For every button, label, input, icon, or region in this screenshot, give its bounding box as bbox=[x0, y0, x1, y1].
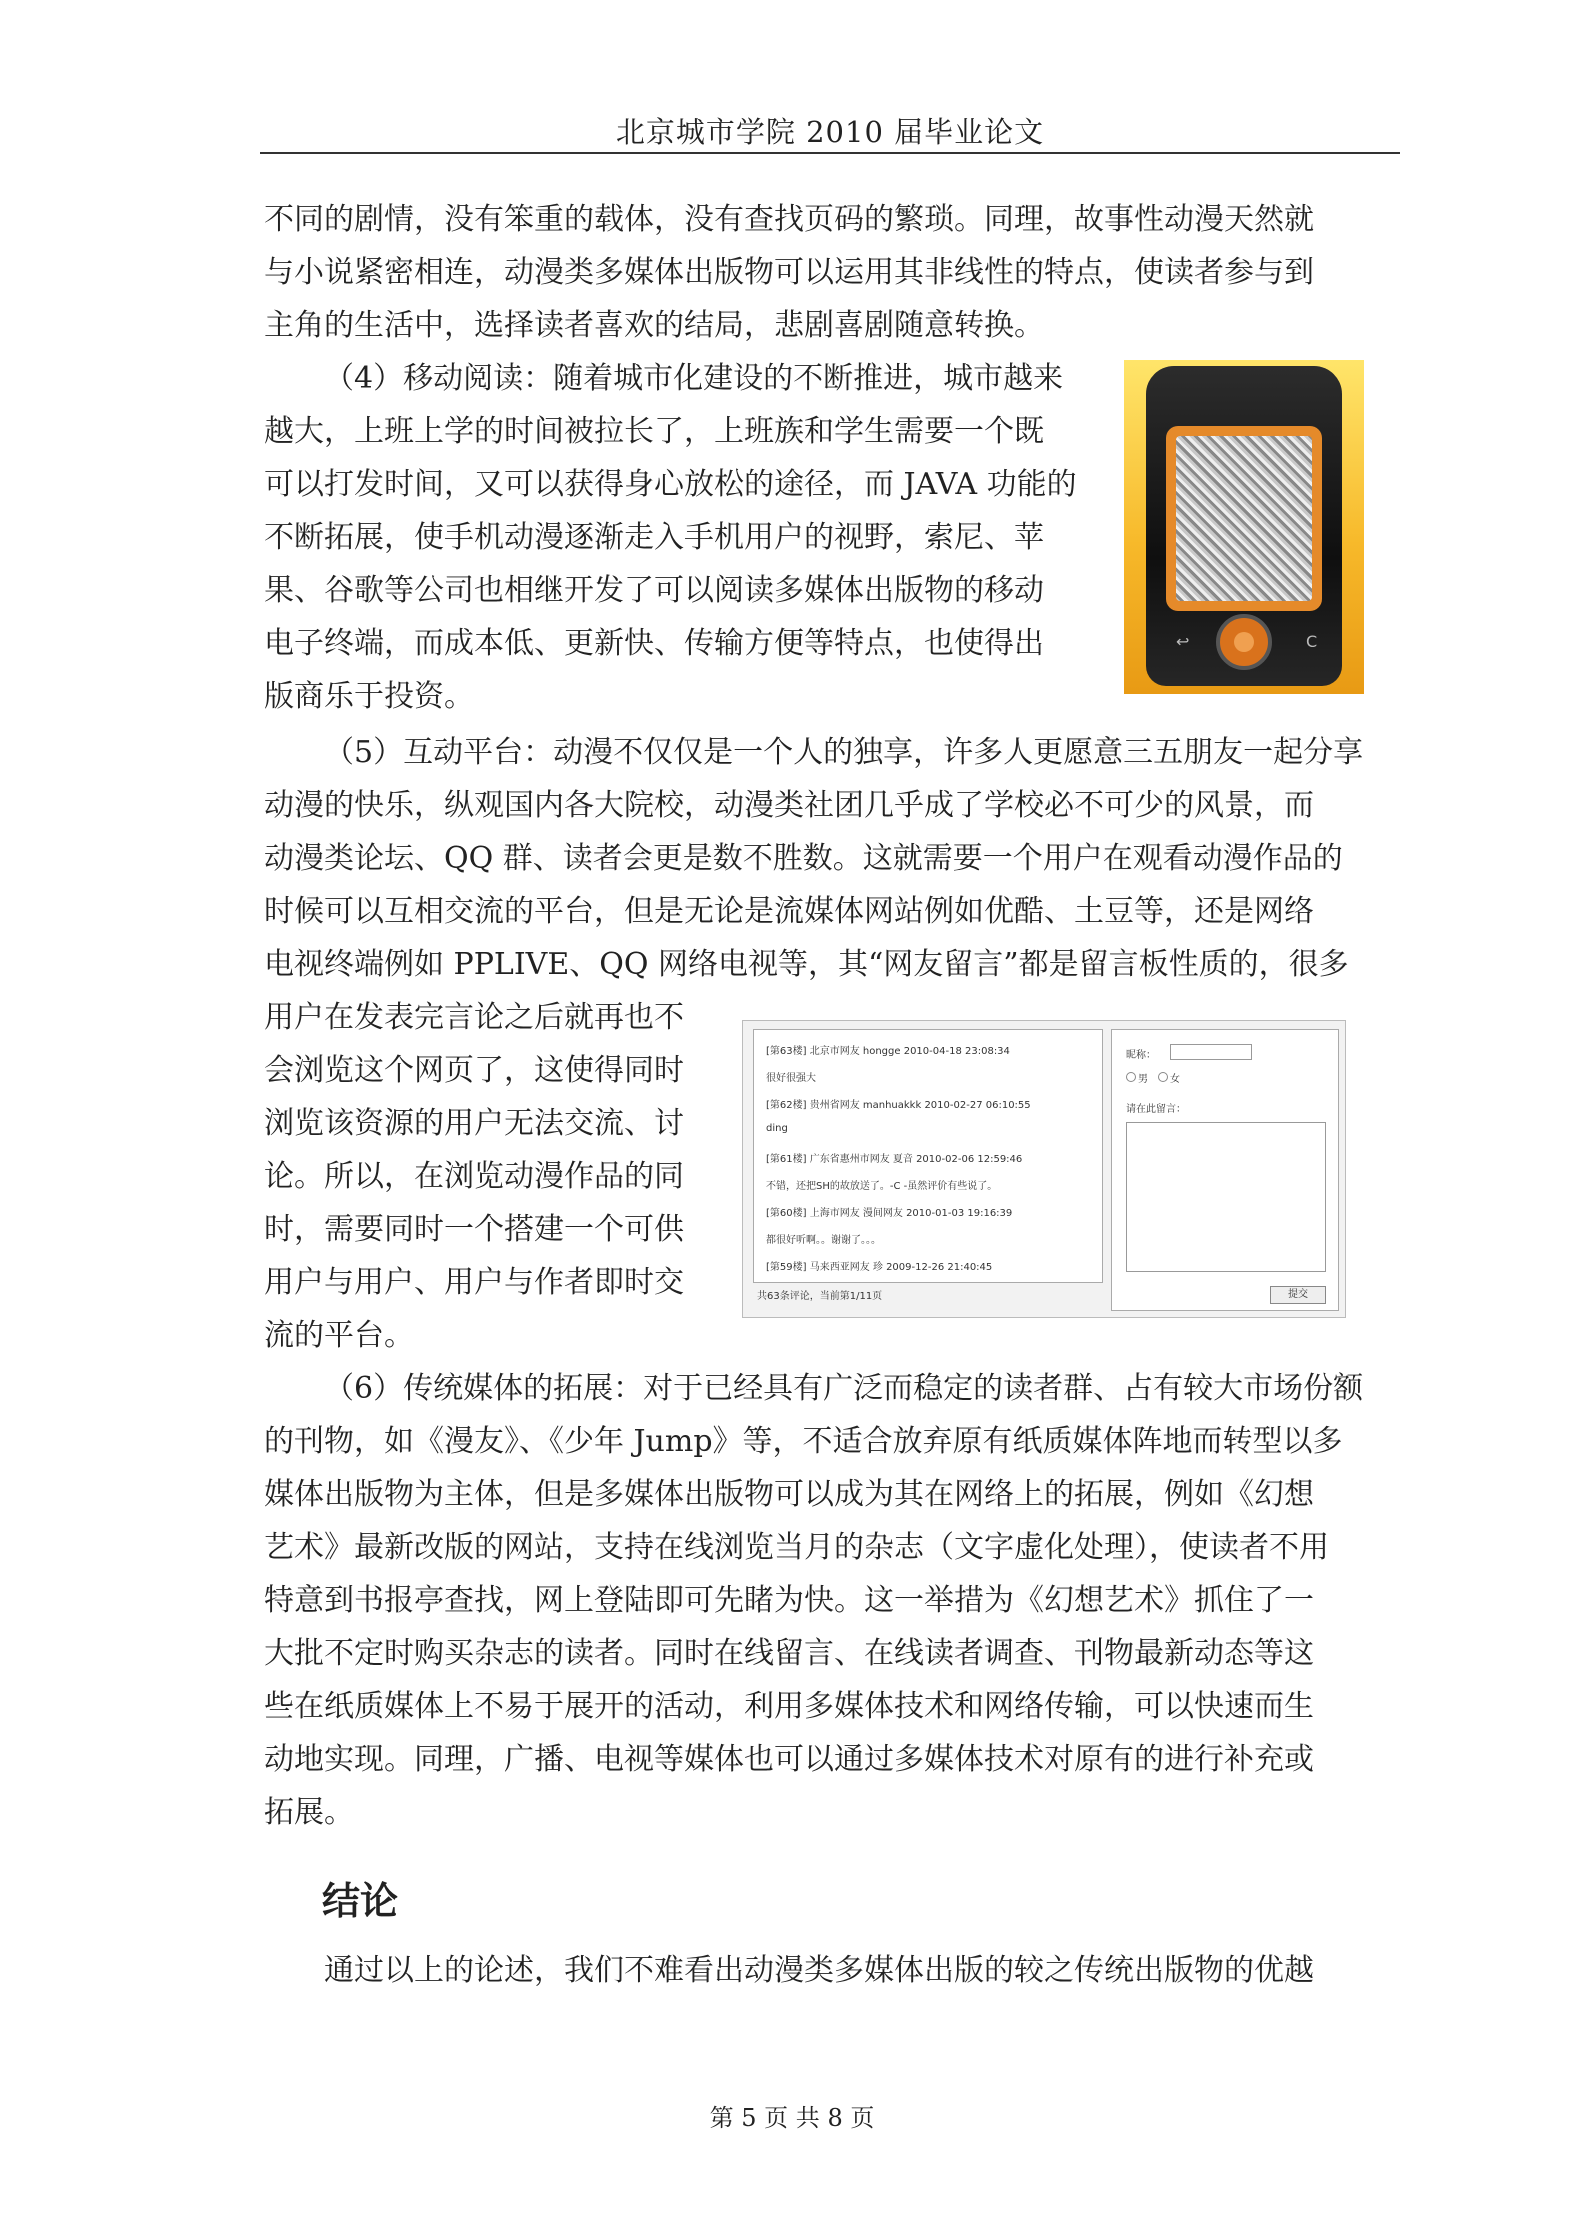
comment-text: 很好很强大 bbox=[766, 1073, 816, 1084]
text-line: 电视终端例如 PPLIVE、QQ 网络电视等，其“网友留言”都是留言板性质的，很多 bbox=[264, 947, 1349, 982]
text-line: （6）传统媒体的拓展：对于已经具有广泛而稳定的读者群、占有较大市场份额 bbox=[324, 1371, 1364, 1406]
text-line: 不同的剧情，没有笨重的载体，没有查找页码的繁琐。同理，故事性动漫天然就 bbox=[264, 202, 1314, 237]
comment-list bbox=[753, 1029, 1103, 1283]
text-line: 特意到书报亭查找，网上登陆即可先睹为快。这一举措为《幻想艺术》抓住了一 bbox=[264, 1583, 1314, 1618]
text-line: 拓展。 bbox=[264, 1795, 354, 1830]
message-textarea[interactable] bbox=[1126, 1122, 1326, 1272]
text-line: 用户与用户、用户与作者即时交 bbox=[264, 1265, 684, 1300]
gender-male-radio[interactable] bbox=[1126, 1072, 1136, 1082]
comment-meta: [第59楼] 马来西亚网友 珍 2009-12-26 21:40:45 bbox=[766, 1262, 993, 1273]
text-line: 主角的生活中，选择读者喜欢的结局，悲剧喜剧随意转换。 bbox=[264, 308, 1044, 343]
text-line: 艺术》最新改版的网站，支持在线浏览当月的杂志（文字虚化处理），使读者不用 bbox=[264, 1530, 1329, 1565]
text-line: 时候可以互相交流的平台，但是无论是流媒体网站例如优酷、土豆等，还是网络 bbox=[264, 894, 1314, 929]
phone-screen-border bbox=[1166, 426, 1322, 611]
text-line: 流的平台。 bbox=[264, 1318, 414, 1353]
submit-button[interactable]: 提交 bbox=[1270, 1286, 1326, 1304]
comment-meta: [第61楼] 广东省惠州市网友 夏音 2010-02-06 12:59:46 bbox=[766, 1154, 1023, 1165]
text-line: 会浏览这个网页了，这使得同时 bbox=[264, 1053, 684, 1088]
gender-female-radio[interactable] bbox=[1158, 1072, 1168, 1082]
mobile-phone-figure bbox=[1124, 360, 1364, 694]
text-line: 与小说紧密相连，动漫类多媒体出版物可以运用其非线性的特点，使读者参与到 bbox=[264, 255, 1314, 290]
text-line: 动漫的快乐，纵观国内各大院校，动漫类社团几乎成了学校必不可少的风景，而 bbox=[264, 788, 1314, 823]
paragraph-mobile-reading bbox=[264, 352, 1104, 723]
comment-text: ding bbox=[766, 1123, 788, 1134]
page-footer: 第 5 页 共 8 页 bbox=[709, 2104, 875, 2132]
clear-key-icon: C bbox=[1306, 632, 1318, 651]
text-line: 不断拓展，使手机动漫逐渐走入手机用户的视野，索尼、苹 bbox=[264, 520, 1044, 555]
comment-board-figure bbox=[742, 1020, 1346, 1318]
section-heading-conclusion: 结论 bbox=[322, 1879, 399, 1923]
text-line: 时，需要同时一个搭建一个可供 bbox=[264, 1212, 684, 1247]
manga-screen-image bbox=[1176, 436, 1312, 601]
text-line: 果、谷歌等公司也相继开发了可以阅读多媒体出版物的移动 bbox=[264, 573, 1044, 608]
comment-text: 都很好听啊。。谢谢了。。。 bbox=[766, 1235, 881, 1246]
comment-meta: [第63楼] 北京市网友 hongge 2010-04-18 23:08:34 bbox=[766, 1046, 1010, 1057]
phone-body bbox=[1146, 366, 1342, 686]
text-line: （5）互动平台：动漫不仅仅是一个人的独享，许多人更愿意三五朋友一起分享 bbox=[324, 735, 1364, 770]
text-line: 版商乐于投资。 bbox=[264, 679, 474, 714]
comment-form bbox=[1111, 1029, 1339, 1311]
paragraph-interactive-platform bbox=[264, 726, 1400, 991]
gender-female-label: 女 bbox=[1170, 1074, 1180, 1085]
comment-meta: [第62楼] 贵州省网友 manhuakkk 2010-02-27 06:10:55 bbox=[766, 1100, 1031, 1111]
paragraph-intro bbox=[264, 193, 1400, 352]
text-line: 论。所以，在浏览动漫作品的同 bbox=[264, 1159, 684, 1194]
text-line: 些在纸质媒体上不易于展开的活动，利用多媒体技术和网络传输，可以快速而生 bbox=[264, 1689, 1314, 1724]
nickname-input[interactable] bbox=[1170, 1044, 1252, 1060]
text-line: 大批不定时购买杂志的读者。同时在线留言、在线读者调查、刊物最新动态等这 bbox=[264, 1636, 1314, 1671]
comment-text: 不错，还把SH的故放送了。-C -虽然评价有些说了。 bbox=[766, 1181, 998, 1192]
page-header: 北京城市学院 2010 届毕业论文 bbox=[615, 115, 1045, 149]
phone-nav-button-icon bbox=[1216, 614, 1272, 670]
text-line: （4）移动阅读：随着城市化建设的不断推进，城市越来 bbox=[324, 361, 1064, 396]
text-line: 用户在发表完言论之后就再也不 bbox=[264, 1000, 684, 1035]
text-line: 动地实现。同理，广播、电视等媒体也可以通过多媒体技术对原有的进行补充或 bbox=[264, 1742, 1314, 1777]
paragraph-conclusion bbox=[264, 1944, 1400, 1997]
text-line: 的刊物，如《漫友》、《少年 Jump》等，不适合放弃原有纸质媒体阵地而转型以多 bbox=[264, 1424, 1343, 1459]
text-line: 媒体出版物为主体，但是多媒体出版物可以成为其在网络上的拓展，例如《幻想 bbox=[264, 1477, 1314, 1512]
text-line: 电子终端，而成本低、更新快、传输方便等特点，也使得出 bbox=[264, 626, 1044, 661]
text-line: 动漫类论坛、QQ 群、读者会更是数不胜数。这就需要一个用户在观看动漫作品的 bbox=[264, 841, 1343, 876]
text-line: 通过以上的论述，我们不难看出动漫类多媒体出版的较之传统出版物的优越 bbox=[324, 1953, 1314, 1988]
back-key-icon: ↩ bbox=[1176, 632, 1190, 651]
header-rule bbox=[260, 152, 1400, 154]
text-line: 越大，上班上学的时间被拉长了，上班族和学生需要一个既 bbox=[264, 414, 1044, 449]
comment-pagination: 共63条评论，当前第1/11页 bbox=[757, 1291, 883, 1302]
nickname-label: 昵称： bbox=[1126, 1050, 1156, 1061]
gender-male-label: 男 bbox=[1138, 1074, 1148, 1085]
text-line: 可以打发时间，又可以获得身心放松的途径，而 JAVA 功能的 bbox=[264, 467, 1077, 502]
comment-meta: [第60楼] 上海市网友 漫间网友 2010-01-03 19:16:39 bbox=[766, 1208, 1013, 1219]
message-label: 请在此留言： bbox=[1126, 1104, 1186, 1115]
paragraph-traditional-media bbox=[264, 1362, 1400, 1839]
text-line: 浏览该资源的用户无法交流、讨 bbox=[264, 1106, 684, 1141]
paragraph-interactive-platform-cont bbox=[264, 991, 734, 1362]
